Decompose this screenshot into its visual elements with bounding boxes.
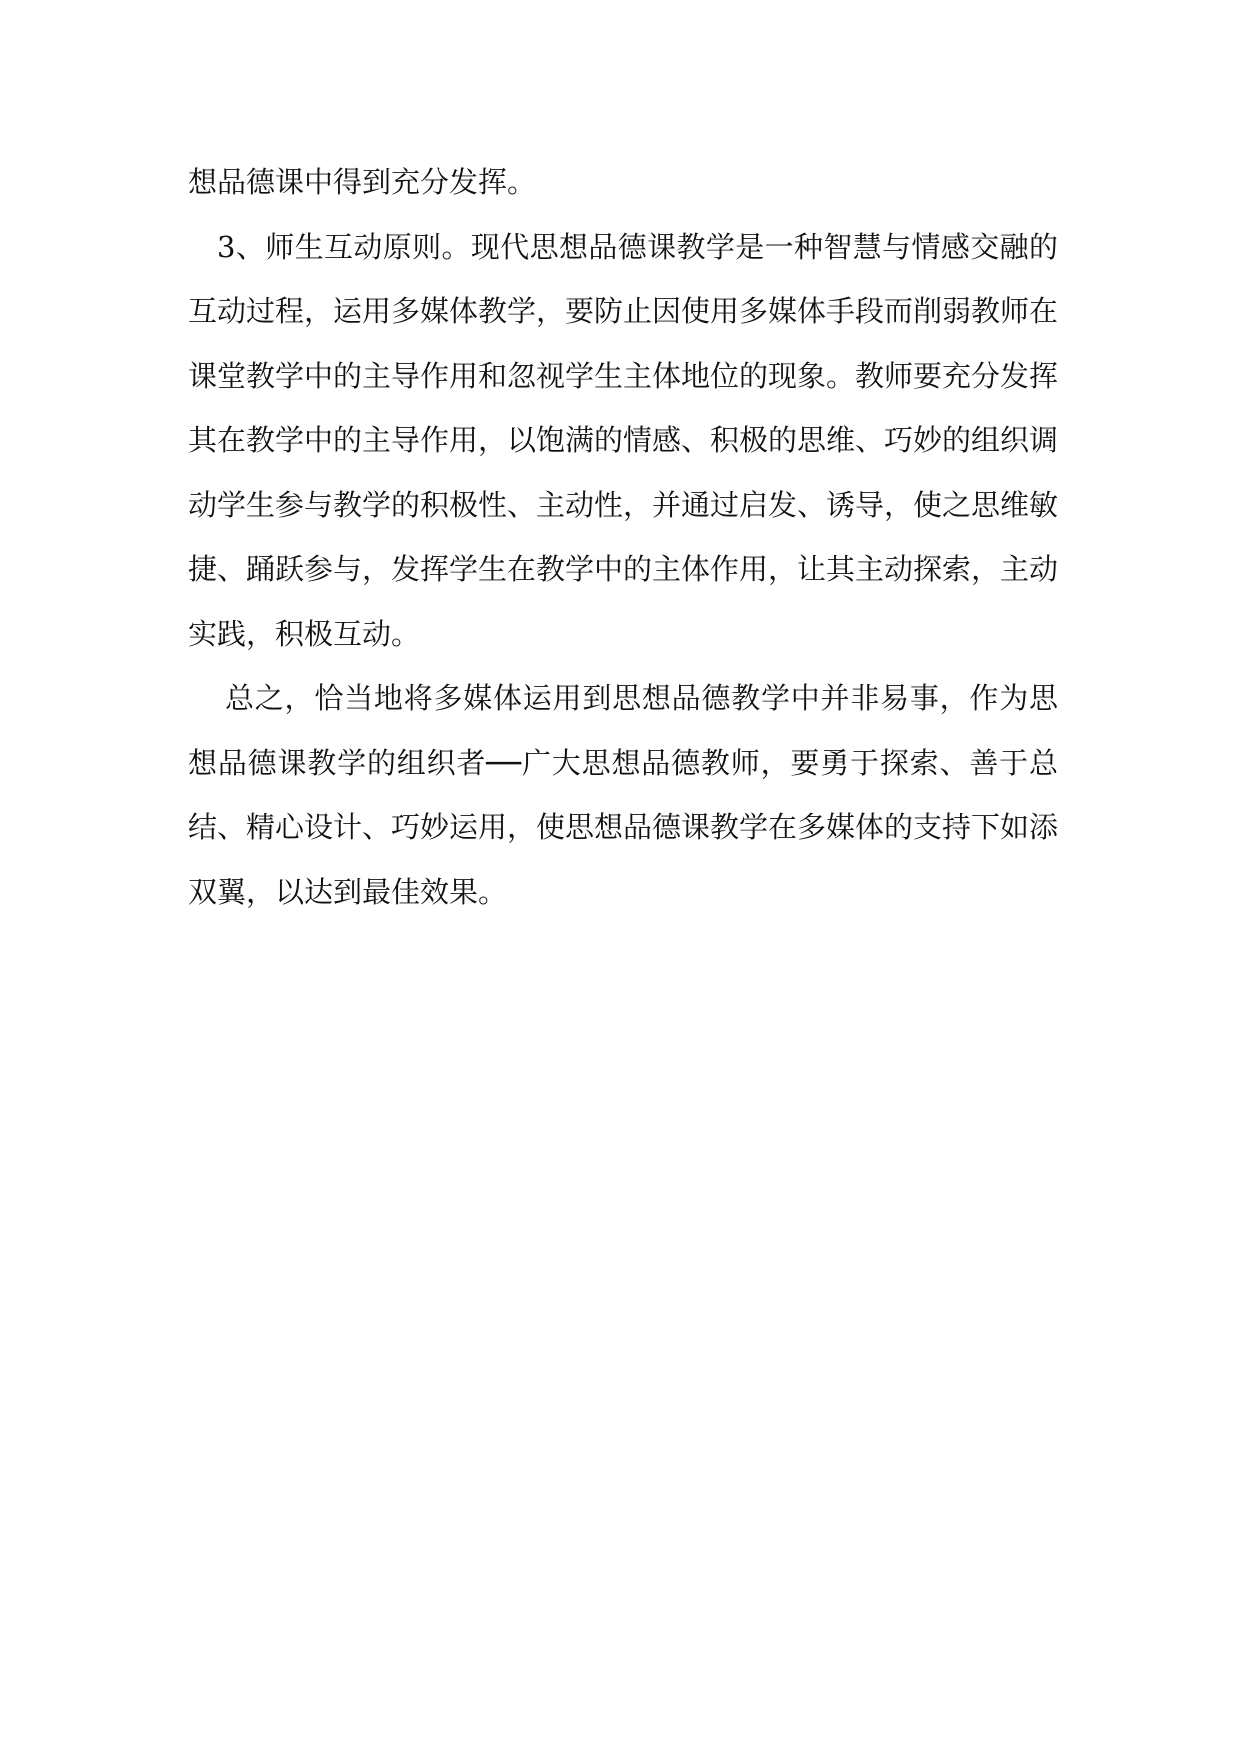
paragraph-line: 课堂教学中的主导作用和忽视学生主体地位的现象。教师要充分发挥	[188, 358, 1059, 393]
paragraph-line: 动学生参与教学的积极性、主动性，并通过启发、诱导，使之思维敏	[188, 487, 1059, 522]
paragraph-line: 互动过程，运用多媒体教学，要防止因使用多媒体手段而削弱教师在	[188, 294, 1059, 328]
document-body	[188, 150, 1058, 924]
paragraph-line: 结、精心设计、巧妙运用，使思想品德课教学在多媒体的支持下如添	[188, 810, 1059, 844]
paragraph-line: 3、师生互动原则。现代思想品德课教学是一种智慧与情感交融的	[217, 229, 1058, 264]
paragraph-line: 捷、踊跃参与，发挥学生在教学中的主体作用，让其主动探索，主动	[188, 552, 1059, 586]
paragraph-line: 其在教学中的主导作用，以饱满的情感、积极的思维、巧妙的组织调	[188, 423, 1059, 457]
paragraph-line: 想品德课教学的组织者──广大思想品德教师，要勇于探索、善于总	[188, 745, 1058, 780]
paragraph-line: 总之，恰当地将多媒体运用到思想品德教学中并非易事，作为思	[225, 681, 1058, 715]
paragraph-line: 实践，积极互动。	[188, 616, 421, 651]
paragraph-line: 双翼，以达到最佳效果。	[188, 874, 508, 909]
paragraph-line: 想品德课中得到充分发挥。	[188, 165, 537, 199]
